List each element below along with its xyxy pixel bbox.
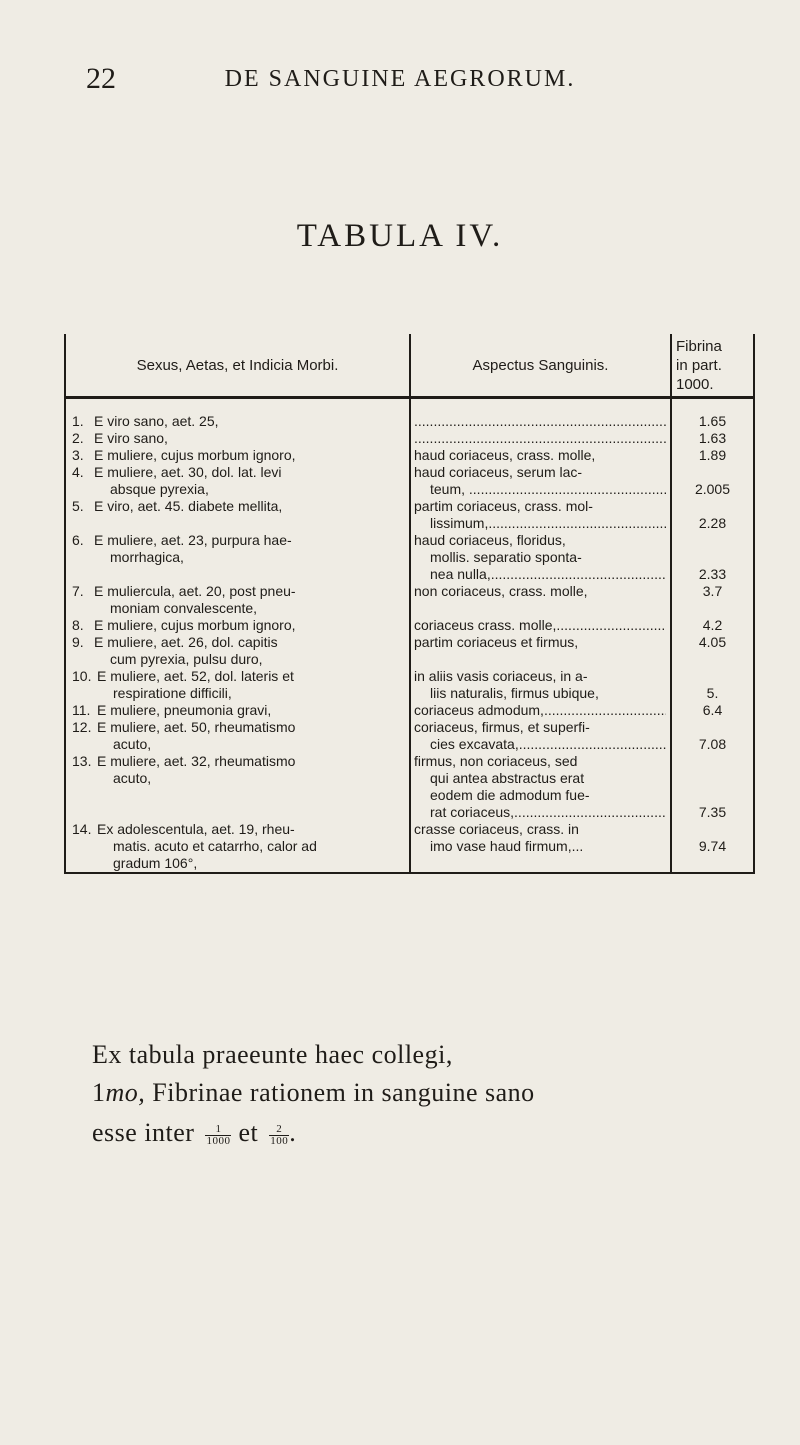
fibrin-value: 5. xyxy=(706,685,719,701)
cell-subject xyxy=(65,821,410,873)
subject-line: E muliere, aet. 23, purpura hae- xyxy=(94,532,292,548)
cell-blood-aspect xyxy=(410,617,671,634)
leader-dots xyxy=(488,481,666,498)
subject-line: E muliere, aet. 32, rheumatismo xyxy=(97,753,296,769)
subject-line: respiratione difficili, xyxy=(113,685,232,701)
aspect-line xyxy=(414,855,666,872)
cell-blood-aspect xyxy=(410,634,671,668)
body-line-1: Ex tabula praeeunte haec collegi, xyxy=(92,1040,453,1069)
table-row xyxy=(65,498,754,532)
subject-line: morrhagica, xyxy=(110,549,184,565)
fibrin-value: 6.4 xyxy=(702,702,723,718)
subject-line: E viro sano, xyxy=(94,430,168,446)
table-row xyxy=(65,719,754,753)
body-line-3-prefix: esse inter xyxy=(92,1118,195,1147)
table-row xyxy=(65,702,754,719)
aspect-line: coriaceus admodum, xyxy=(414,702,544,718)
leader-dots xyxy=(488,515,666,532)
cell-subject xyxy=(65,447,410,464)
cell-fibrin-value xyxy=(671,464,754,498)
aspect-line: firmus, non coriaceus, sed xyxy=(414,753,578,769)
table-row xyxy=(65,634,754,668)
subject-line: acuto, xyxy=(113,770,152,786)
body-line-2-text: Fibrinae rationem in sanguine sano xyxy=(152,1078,535,1107)
subject-line: E muliercula, aet. 20, post pneu- xyxy=(94,583,296,599)
table-row xyxy=(65,430,754,447)
leader-dots xyxy=(556,617,666,634)
aspect-line: teum, ..... xyxy=(430,481,489,497)
aspect-line: nea nulla, xyxy=(430,566,491,582)
leader-dots xyxy=(491,566,666,583)
row-number: 14. xyxy=(72,821,92,837)
aspect-line: imo vase haud firmum,... xyxy=(430,838,584,854)
cell-blood-aspect xyxy=(410,498,671,532)
cell-subject xyxy=(65,719,410,753)
cell-blood-aspect xyxy=(410,447,671,464)
subject-line: E muliere, aet. 26, dol. capitis xyxy=(94,634,278,650)
cell-fibrin-value xyxy=(671,398,754,431)
aspect-line: qui antea abstractus erat xyxy=(430,770,585,786)
aspect-line: rat coriaceus, xyxy=(430,804,515,820)
aspect-line: coriaceus, firmus, et superfi- xyxy=(414,719,590,735)
table-header-row xyxy=(65,334,754,398)
fibrin-value: 9.74 xyxy=(698,838,727,854)
subject-line xyxy=(97,804,295,821)
fibrin-value xyxy=(672,498,753,515)
subject-line: E muliere, aet. 50, rheumatismo xyxy=(97,719,296,735)
leader-dots xyxy=(514,804,666,821)
fibrin-value xyxy=(672,464,753,481)
subject-line: gradum 106°, xyxy=(113,855,198,871)
fibrin-value: 4.2 xyxy=(702,617,723,633)
page-header xyxy=(0,62,800,102)
row-number: 13. xyxy=(72,753,92,769)
cell-subject xyxy=(65,583,410,617)
cell-blood-aspect xyxy=(410,464,671,498)
aspect-line: haud coriaceus, serum lac- xyxy=(414,464,583,480)
row-number: 6. xyxy=(72,532,84,548)
header-sex-age-disease: Sexus, Aetas, et Indicia Morbi. xyxy=(65,334,410,398)
header-blood-aspect: Aspectus Sanguinis. xyxy=(410,334,671,398)
cell-blood-aspect xyxy=(410,532,671,583)
subject-line: E muliere, aet. 30, dol. lat. levi xyxy=(94,464,282,480)
cell-blood-aspect xyxy=(410,668,671,702)
subject-line: Ex adolescentula, aet. 19, rheu- xyxy=(97,821,295,837)
table-row xyxy=(65,583,754,617)
table-row xyxy=(65,617,754,634)
table-row xyxy=(65,753,754,821)
row-number: 1. xyxy=(72,413,84,429)
cell-subject xyxy=(65,430,410,447)
cell-subject xyxy=(65,464,410,498)
data-table xyxy=(64,334,755,874)
cell-fibrin-value xyxy=(671,821,754,873)
cell-fibrin-value xyxy=(671,634,754,668)
row-number: 8. xyxy=(72,617,84,633)
fibrin-value xyxy=(672,855,753,872)
aspect-line xyxy=(414,651,666,668)
subject-line: E viro sano, aet. 25, xyxy=(94,413,219,429)
cell-fibrin-value xyxy=(671,702,754,719)
aspect-line: in aliis vasis coriaceus, in a- xyxy=(414,668,588,684)
fibrin-value: 2.005 xyxy=(694,481,731,497)
ordinal: 1mo, xyxy=(92,1078,146,1107)
fibrin-value xyxy=(672,600,753,617)
subject-line: cum pyrexia, pulsu duro, xyxy=(110,651,263,667)
cell-subject xyxy=(65,398,410,431)
fibrin-value xyxy=(672,821,753,838)
table-body xyxy=(65,398,754,874)
subject-line: E muliere, aet. 52, dol. lateris et xyxy=(97,668,294,684)
table-row xyxy=(65,398,754,431)
aspect-line: cies excavata, xyxy=(430,736,519,752)
cell-fibrin-value xyxy=(671,583,754,617)
fibrin-value xyxy=(672,719,753,736)
header-fibrin: Fibrina in part. 1000. xyxy=(671,334,754,398)
fibrin-value: 2.33 xyxy=(698,566,727,582)
cell-subject xyxy=(65,532,410,583)
table-row xyxy=(65,464,754,498)
aspect-line: haud coriaceus, floridus, xyxy=(414,532,566,548)
aspect-line: mollis. separatio sponta- xyxy=(430,549,582,565)
aspect-line: haud coriaceus, crass. molle, xyxy=(414,447,596,463)
row-number: 7. xyxy=(72,583,84,599)
cell-fibrin-value xyxy=(671,617,754,634)
cell-subject xyxy=(65,702,410,719)
cell-fibrin-value xyxy=(671,447,754,464)
fibrin-value xyxy=(672,753,753,770)
row-number: 5. xyxy=(72,498,84,514)
aspect-line xyxy=(414,600,666,617)
subject-line: E viro, aet. 45. diabete mellita, xyxy=(94,498,283,514)
cell-blood-aspect xyxy=(410,583,671,617)
cell-fibrin-value xyxy=(671,668,754,702)
aspect-line: non coriaceus, crass. molle, xyxy=(414,583,588,599)
subject-line: matis. acuto et catarrho, calor ad xyxy=(113,838,317,854)
subject-line: E muliere, cujus morbum ignoro, xyxy=(94,617,296,633)
row-number: 10. xyxy=(72,668,92,684)
body-line-2 xyxy=(92,1078,535,1108)
body-line-3-mid: et xyxy=(238,1118,259,1147)
fibrin-value: 2.28 xyxy=(698,515,727,531)
fibrin-value: 4.05 xyxy=(698,634,727,650)
cell-subject xyxy=(65,498,410,532)
subject-line: E muliere, cujus morbum ignoro, xyxy=(94,447,296,463)
aspect-line: lissimum, xyxy=(430,515,489,531)
aspect-line: eodem die admodum fue- xyxy=(430,787,590,803)
fibrin-value xyxy=(672,549,753,566)
table-row xyxy=(65,532,754,583)
aspect-line: partim coriaceus, crass. mol- xyxy=(414,498,593,514)
table-row xyxy=(65,668,754,702)
aspect-line: crasse coriaceus, crass. in xyxy=(414,821,579,837)
fraction-two-hundredths: $\frac{2}{100}$ xyxy=(270,1122,289,1147)
cell-blood-aspect xyxy=(410,753,671,821)
page-number: 22 xyxy=(86,62,116,95)
fibrin-value: 1.63 xyxy=(698,430,727,446)
cell-subject xyxy=(65,634,410,668)
row-number: 3. xyxy=(72,447,84,463)
fibrin-value xyxy=(672,532,753,549)
aspect-line: coriaceus crass. molle, xyxy=(414,617,557,633)
leader-dots xyxy=(414,413,666,430)
cell-blood-aspect xyxy=(410,719,671,753)
cell-subject xyxy=(65,668,410,702)
fibrin-value: 3.7 xyxy=(702,583,723,599)
table-row xyxy=(65,447,754,464)
cell-fibrin-value xyxy=(671,430,754,447)
cell-blood-aspect xyxy=(410,430,671,447)
cell-blood-aspect xyxy=(410,821,671,873)
table-row xyxy=(65,821,754,873)
aspect-line: liis naturalis, firmus ubique, xyxy=(430,685,599,701)
fibrin-value: 7.08 xyxy=(698,736,727,752)
fibrin-value: 7.35 xyxy=(698,804,727,820)
fibrin-value xyxy=(672,651,753,668)
fibrin-value: 1.65 xyxy=(698,413,727,429)
cell-fibrin-value xyxy=(671,719,754,753)
row-number: 11. xyxy=(72,702,91,718)
cell-blood-aspect xyxy=(410,702,671,719)
subject-line: E muliere, pneumonia gravi, xyxy=(97,702,272,718)
row-number: 12. xyxy=(72,719,92,735)
fibrin-value xyxy=(672,787,753,804)
running-head: DE SANGUINE AEGRORUM. xyxy=(224,66,576,92)
cell-blood-aspect xyxy=(410,398,671,431)
row-number: 2. xyxy=(72,430,84,446)
cell-subject xyxy=(65,617,410,634)
body-line-3: esse inter $\frac{1}{1000}$ et $\frac{2}{100}$ . xyxy=(92,1118,297,1147)
subject-line: acuto, xyxy=(113,736,152,752)
leader-dots xyxy=(519,736,666,753)
table-title: TABULA IV. xyxy=(296,218,504,254)
cell-fibrin-value xyxy=(671,532,754,583)
subject-line xyxy=(97,787,295,804)
row-number: 9. xyxy=(72,634,84,650)
fibrin-value xyxy=(672,668,753,685)
leader-dots xyxy=(414,430,666,447)
cell-fibrin-value xyxy=(671,498,754,532)
cell-fibrin-value xyxy=(671,753,754,821)
subject-line: absque pyrexia, xyxy=(110,481,209,497)
row-number: 4. xyxy=(72,464,84,480)
fibrin-value xyxy=(672,770,753,787)
aspect-line: partim coriaceus et firmus, xyxy=(414,634,579,650)
leader-dots xyxy=(544,702,666,719)
fraction-one-thousandth: $\frac{1}{1000}$ xyxy=(206,1122,231,1147)
fibrin-value: 1.89 xyxy=(698,447,727,463)
subject-line: moniam convalescente, xyxy=(110,600,258,616)
cell-subject xyxy=(65,753,410,821)
